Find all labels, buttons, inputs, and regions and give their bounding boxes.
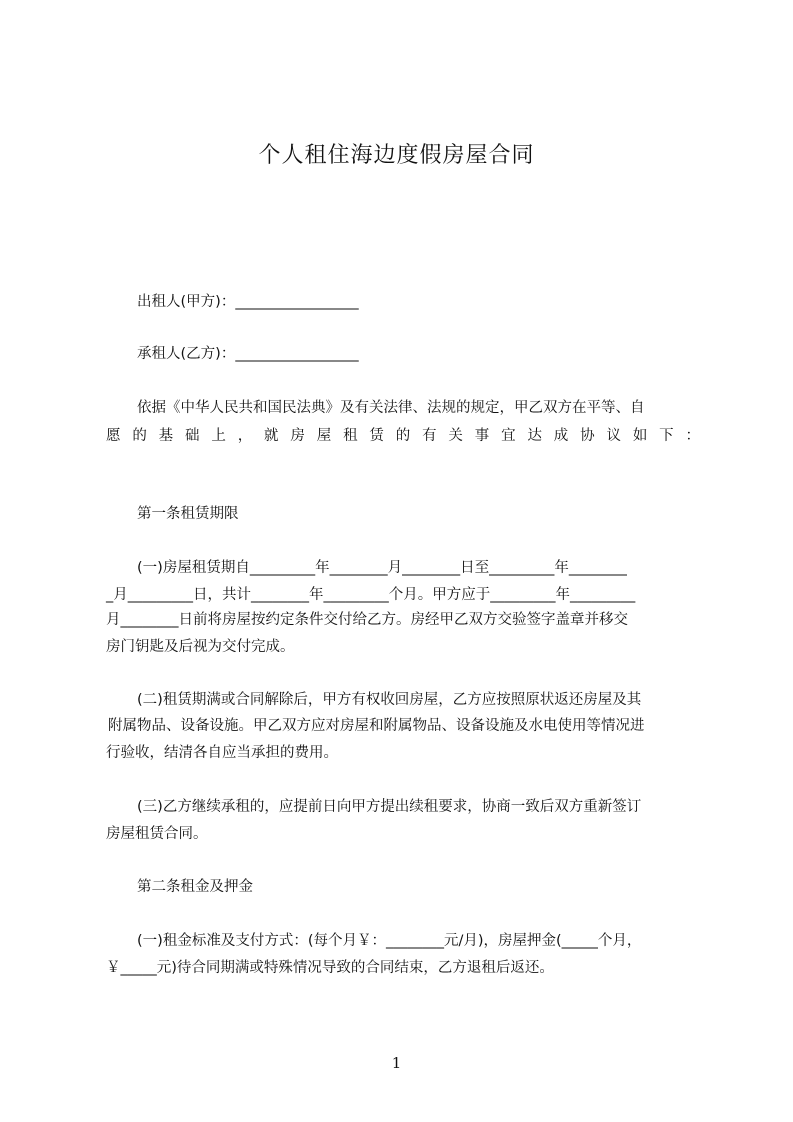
- article-1-item-2-line-3: 行验收，结清各自应当承担的费用。: [106, 745, 338, 761]
- page-number: 1: [391, 1054, 402, 1072]
- article-1-item-1-line-2: _月_________日，共计________年_________个月。甲方应于_________年_________: [106, 587, 636, 603]
- intro-line-2: 愿的基础上，就房屋租赁的有关事宜达成协议如下：: [106, 428, 700, 444]
- article-1-item-1-line-1: (一)房屋租赁期自_________年________月________日至_________年________: [137, 560, 627, 576]
- article-1-item-1-line-3: 月________日前将房屋按约定条件交付给乙方。房经甲乙双方交验签字盖章并移交: [106, 612, 628, 628]
- article-2-item-1-line-1: (一)租金标准及支付方式：(每个月￥：________元/月)，房屋押金(_____个月，: [137, 933, 642, 949]
- intro-line-1: 依据《中华人民共和国民法典》及有关法律、法规的规定，甲乙双方在平等、自: [137, 400, 645, 416]
- article-2-item-1-line-2: ￥_____元)待合同期满或特殊情况导致的合同结束，乙方退租后返还。: [106, 960, 554, 976]
- article-2-heading: 第二条租金及押金: [137, 879, 253, 895]
- article-1-item-1-line-4: 房门钥匙及后视为交付完成。: [106, 639, 295, 655]
- page-title: 个人租住海边度假房屋合同: [258, 143, 535, 168]
- article-1-item-3-line-1: (三)乙方继续承租的，应提前日向甲方提出续租要求，协商一致后双方重新签订: [137, 799, 642, 815]
- tenant-line: 承租人(乙方)：_________________: [137, 346, 359, 362]
- landlord-line: 出租人(甲方)：_________________: [137, 294, 359, 310]
- article-1-item-2-line-2: 附属物品、设备设施。甲乙双方应对房屋和附属物品、设备设施及水电使用等情况进: [108, 718, 645, 734]
- article-1-heading: 第一条租赁期限: [137, 506, 239, 522]
- article-1-item-3-line-2: 房屋租赁合同。: [106, 826, 208, 842]
- article-1-item-2-line-1: (二)租赁期满或合同解除后，甲方有权收回房屋，乙方应按照原状返还房屋及其: [137, 692, 642, 708]
